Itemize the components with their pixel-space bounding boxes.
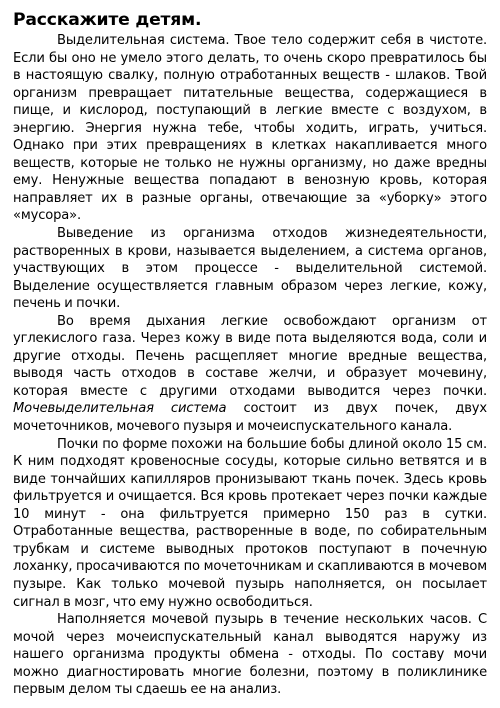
paragraph-excretory-system-intro: Выделительная система. Твое тело содержит себя в чистоте. Если бы оно не умело этого делать, то очень скоро превратилось бы в настоящую свалку, полную отработанных веществ - шлаков. Твой организм превращает питательные вещества, содержащиеся в пище, и кислород, поступающий в легкие вместе с воздухом, в энергию. Энергия нужна тебе, чтобы ходить, играть, учиться. Однако при этих превращениях в клетках накапливается много веществ, которые не только не нужны организму, но даже вредны ему. Ненужные вещества попадают в венозную кровь, которая направляет их в разные органы, отвечающие за «уборку» этого «мусора». xyxy=(13,33,487,224)
urinary-system-term: Мочевыделительная система xyxy=(13,401,227,417)
paragraph-text-before: Во время дыхания легкие освобождают организм от углекислого газа. Через кожу в виде пота выделяются вода, соли и другие отходы. Печень расщепляет многие вредные вещества, выводя часть отходов в составе желчи, и образует мочевину, которая вместе с другими отходами выводится через почки. xyxy=(13,313,487,399)
paragraph-bladder: Наполняется мочевой пузырь в течение нескольких часов. С мочой через мочеиспускательный канал выводятся наружу из нашего организма продукты обмена - отходы. По составу мочи можно диагностировать многие болезни, поэтому в поликлинике первым делом ты сдаешь ее на анализ. xyxy=(13,612,487,698)
paragraph-kidneys: Почки по форме похожи на большие бобы длиной около 15 см. К ним подходят кровеносные сосуды, которые сильно ветвятся и в виде тончайших капилляров пронизывают ткань почек. Здесь кровь фильтруется и очищается. Вся кровь протекает через почки каждые 10 минут - она фильтруется примерно 150 раз в сутки. Отработанные вещества, растворенные в воде, по собирательным трубкам и системе выводных протоков поступают в почечную лоханку, просачиваются по мочеточникам и скапливаются в мочевом пузыре. Как только мочевой пузырь наполняется, он посылает сигнал в мозг, что ему нужно освободиться. xyxy=(13,436,487,610)
paragraph-text-after: состоит из двух почек, двух мочеточников, мочевого пузыря и мочеиспускательного канала. xyxy=(13,401,487,435)
paragraph-excretion-definition: Выведение из организма отходов жизнедеятельности, растворенных в крови, называется выделением, а система органов, участвующих в этом процессе - выделительной системой. Выделение осуществляется главным образом через легкие, кожу, печень и почки. xyxy=(13,226,487,312)
paragraph-breathing-skin-liver xyxy=(13,313,487,436)
page-title: Расскажите детям. xyxy=(13,10,202,30)
